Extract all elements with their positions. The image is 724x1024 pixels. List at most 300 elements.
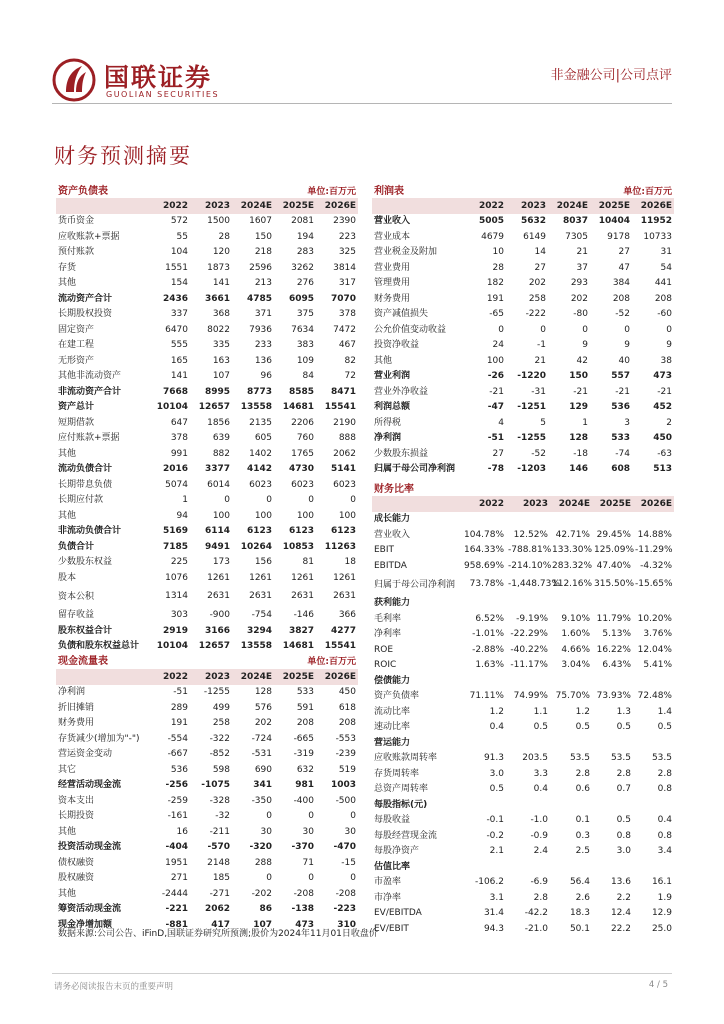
row-label: 无形资产: [58, 355, 95, 366]
table-cell: 203.5: [522, 753, 548, 763]
cashflow-title: 现金流量表: [58, 656, 108, 667]
table-cell: [592, 596, 633, 612]
table-cell: -222: [525, 309, 546, 319]
table-cell: 164.33%: [464, 545, 505, 555]
year-header-cell: 2023: [190, 669, 232, 685]
row-label: 预付账款: [58, 247, 95, 257]
table-row: [56, 230, 358, 246]
row-label: 负债和股东权益总计: [58, 641, 140, 651]
year-header-cell: 2022: [462, 496, 506, 512]
table-cell: 7936: [249, 324, 272, 335]
table-cell: 38: [660, 355, 672, 366]
row-label: 资产减值损失: [374, 309, 429, 319]
table-cell: 283: [296, 247, 314, 257]
table-cell: [592, 798, 633, 814]
table-cell: 0: [582, 324, 588, 335]
table-cell: 1.60%: [561, 629, 590, 639]
table-row: [372, 906, 674, 922]
table-cell: -350: [251, 795, 272, 806]
table-cell: 6123: [246, 526, 272, 536]
table-cell: 1402: [249, 448, 272, 459]
table-cell: -531: [251, 749, 272, 759]
table-cell: 2631: [249, 591, 272, 602]
table-cell: 100: [254, 510, 272, 521]
table-cell: -106.2: [474, 877, 504, 887]
year-header-cell: 2025E: [592, 496, 633, 512]
table-row: [56, 840, 358, 856]
table-cell: 2.6: [575, 892, 590, 903]
row-label: 营业税金及附加: [374, 247, 438, 257]
table-cell: 208: [296, 718, 314, 728]
table-cell: 8037: [562, 216, 588, 226]
table-cell: 233: [254, 340, 272, 350]
table-cell: 225: [170, 557, 188, 567]
row-label: 投资活动现金流: [58, 842, 122, 852]
table-cell: 1856: [207, 417, 230, 428]
table-cell: 2.2: [616, 892, 631, 903]
table-cell: 0.5: [575, 722, 590, 732]
year-header-row: [372, 198, 674, 214]
row-label: 股本: [58, 572, 77, 583]
table-cell: 1.3: [616, 706, 631, 717]
table-cell: -1255: [203, 687, 230, 697]
cashflow-unit: 单位:百万元: [307, 657, 356, 667]
table-cell: -26: [487, 371, 504, 381]
row-label: 应收账款周转率: [374, 753, 438, 763]
table-cell: -11.17%: [510, 660, 548, 670]
table-cell: [592, 674, 633, 690]
table-cell: 536: [611, 402, 630, 412]
table-row: [372, 736, 674, 752]
row-label: 短期借款: [58, 417, 95, 428]
table-cell: -554: [167, 733, 188, 744]
table-cell: 100: [212, 510, 230, 521]
table-cell: -52: [531, 448, 546, 459]
report-category: 非金融公司|公司点评: [550, 68, 672, 83]
table-cell: 0.8: [657, 830, 672, 841]
table-row: [56, 701, 358, 717]
table-cell: 12.04%: [637, 644, 672, 655]
table-row: [372, 705, 674, 721]
table-cell: 107: [212, 371, 230, 381]
table-cell: -211: [209, 826, 230, 837]
table-cell: -208: [293, 888, 314, 899]
row-label: 财务费用: [374, 293, 411, 304]
table-cell: 10264: [240, 541, 272, 552]
table-row: [372, 559, 674, 575]
table-cell: 4785: [246, 293, 272, 304]
table-row: [372, 922, 674, 938]
table-cell: 2: [666, 417, 672, 428]
year-header-cell: 2026E: [316, 198, 358, 214]
table-cell: 0: [266, 495, 272, 505]
row-label: 公允价值变动收益: [374, 324, 447, 335]
table-cell: 618: [338, 702, 356, 713]
table-cell: 112.16%: [552, 579, 593, 590]
year-header-cell: 2025E: [274, 669, 316, 685]
table-cell: 27: [618, 247, 630, 257]
table-cell: 218: [254, 247, 272, 257]
table-cell: -42.2: [524, 908, 548, 918]
table-cell: 283.32%: [552, 560, 593, 571]
table-cell: 450: [338, 687, 356, 697]
row-label: 负债合计: [58, 541, 95, 552]
row-label: 存货: [58, 262, 77, 273]
table-cell: [550, 512, 592, 528]
table-cell: 47.40%: [596, 560, 631, 571]
table-cell: -1251: [517, 402, 546, 412]
table-cell: -21: [573, 386, 588, 397]
table-cell: 165: [170, 355, 188, 366]
table-cell: 8585: [288, 386, 314, 397]
row-label: EV/EBITDA: [374, 908, 422, 918]
table-cell: 4: [498, 417, 504, 428]
table-cell: 1551: [165, 262, 188, 273]
table-cell: 2.4: [533, 846, 548, 856]
year-header-cell: 2025E: [590, 198, 632, 214]
row-label: 资产负债率: [374, 691, 420, 701]
table-cell: 30: [344, 826, 356, 837]
row-label: 总资产周转率: [374, 784, 429, 794]
row-label: 折旧摊销: [58, 702, 95, 713]
table-row: [372, 612, 674, 628]
table-cell: 14681: [282, 402, 314, 412]
table-row: [372, 323, 674, 339]
table-cell: 9491: [204, 541, 230, 552]
table-cell: 136: [254, 355, 272, 366]
table-cell: [462, 674, 506, 690]
table-cell: 1.4: [657, 706, 672, 717]
table-cell: 2081: [291, 216, 314, 226]
table-cell: 513: [653, 464, 672, 474]
table-row: [372, 596, 674, 612]
page-header: [0, 0, 724, 110]
table-cell: 50.1: [569, 923, 590, 934]
row-label: 在建工程: [58, 340, 95, 350]
table-cell: 202: [570, 293, 588, 304]
table-cell: 208: [654, 293, 672, 304]
table-cell: 1076: [165, 572, 188, 583]
table-cell: -52: [615, 309, 630, 319]
row-label: EBIT: [374, 545, 395, 555]
table-cell: 16: [176, 826, 188, 837]
table-cell: [550, 860, 592, 876]
row-label: 经营活动现金流: [58, 780, 122, 790]
row-label: 流动资产合计: [58, 293, 113, 304]
table-cell: 13558: [240, 402, 272, 412]
table-cell: 2062: [333, 448, 356, 459]
table-cell: 647: [170, 417, 188, 428]
table-cell: 317: [338, 278, 356, 288]
table-cell: 5632: [520, 216, 546, 226]
table-cell: -881: [165, 919, 188, 930]
row-label: 偿债能力: [374, 675, 411, 686]
row-label: 存货减少(增加为"-"): [58, 733, 140, 744]
year-header-cell: 2026E: [316, 669, 358, 685]
table-cell: [633, 674, 674, 690]
table-row: [56, 540, 358, 556]
table-cell: [592, 860, 633, 876]
table-cell: -754: [251, 610, 272, 620]
table-cell: 6114: [204, 526, 230, 536]
table-cell: 8995: [204, 386, 230, 397]
table-cell: -470: [333, 842, 356, 852]
table-row: [372, 354, 674, 370]
table-cell: 0: [350, 873, 356, 883]
table-cell: -51: [173, 687, 188, 697]
row-label: 净利润: [374, 433, 402, 443]
table-cell: 1261: [291, 572, 314, 583]
year-header-row: [372, 496, 674, 512]
table-cell: [506, 798, 550, 814]
income-statement-table: [372, 198, 674, 478]
table-cell: 1314: [165, 591, 188, 602]
table-cell: 639: [212, 433, 230, 443]
table-row: [372, 674, 674, 690]
table-cell: 5.13%: [602, 629, 631, 639]
table-row: [372, 385, 674, 401]
year-header-cell: 2025E: [274, 198, 316, 214]
table-cell: 133.30%: [552, 545, 593, 555]
row-label: 流动负债合计: [58, 464, 113, 474]
table-cell: 605: [254, 433, 272, 443]
year-header-cell: 2023: [190, 198, 232, 214]
table-cell: 24: [492, 340, 504, 350]
table-cell: 82: [344, 355, 356, 366]
table-cell: 2190: [333, 417, 356, 428]
table-row: [372, 658, 674, 674]
year-header-cell: 2022: [148, 669, 190, 685]
table-cell: 0.8: [616, 830, 631, 841]
logo-text-cn: 国联证券: [104, 63, 213, 92]
table-cell: 258: [528, 293, 546, 304]
table-cell: 1.1: [533, 706, 548, 717]
table-cell: 7070: [330, 293, 356, 304]
table-cell: -239: [335, 749, 356, 759]
table-cell: 2016: [162, 464, 188, 474]
table-cell: 16.22%: [596, 644, 631, 655]
table-cell: 5: [540, 417, 546, 428]
row-label: 其他: [58, 888, 77, 899]
table-cell: 141: [212, 278, 230, 288]
table-cell: -78: [487, 464, 504, 474]
table-cell: 191: [170, 718, 188, 728]
table-cell: 4.66%: [561, 644, 590, 655]
table-cell: 598: [212, 764, 230, 775]
table-cell: 28: [218, 231, 230, 242]
row-label: 存货周转率: [374, 768, 420, 779]
table-row: [56, 716, 358, 732]
table-cell: 31: [660, 247, 672, 257]
table-cell: 1873: [207, 262, 230, 273]
table-cell: 473: [653, 371, 672, 381]
balance-sheet-title: 资产负债表: [58, 186, 108, 197]
row-label: 货币资金: [58, 216, 95, 226]
table-cell: 47: [618, 262, 630, 273]
logo-text-en: GUOLIAN SECURITIES: [106, 90, 220, 99]
row-label: 筹资活动现金流: [58, 904, 122, 914]
row-label: 所得税: [374, 417, 402, 428]
table-cell: 9178: [607, 231, 630, 242]
table-cell: 981: [295, 780, 314, 790]
table-cell: 303: [170, 610, 188, 620]
footer-disclaimer: 请务必阅读报告末页的重要声明: [54, 982, 174, 992]
table-cell: 29.45%: [596, 529, 631, 540]
table-cell: -221: [165, 904, 188, 914]
table-row: [56, 763, 358, 779]
table-cell: 315.50%: [594, 579, 635, 590]
row-label: 市净率: [374, 892, 402, 903]
table-cell: 202: [254, 718, 272, 728]
table-cell: 2.8: [657, 768, 672, 779]
table-cell: -65: [489, 309, 504, 319]
table-row: [372, 782, 674, 798]
table-cell: 163: [212, 355, 230, 366]
table-cell: 194: [296, 231, 314, 242]
table-cell: 4730: [288, 464, 314, 474]
table-cell: 3814: [333, 262, 356, 273]
table-cell: 128: [569, 433, 588, 443]
row-label: 应付账款+票据: [58, 433, 120, 443]
table-row: [372, 447, 674, 463]
table-cell: 3377: [204, 464, 230, 474]
table-cell: 2919: [162, 625, 188, 636]
table-cell: [462, 736, 506, 752]
row-label: 营业外净收益: [374, 386, 429, 397]
table-cell: 6123: [330, 526, 356, 536]
table-cell: -1.01%: [472, 629, 504, 639]
table-cell: 156: [254, 557, 272, 567]
row-label: 资本支出: [58, 795, 95, 806]
income-statement-unit: 单位:百万元: [623, 187, 672, 197]
balance-sheet-table: [56, 198, 358, 655]
table-cell: -21: [657, 386, 672, 397]
table-row: [56, 809, 358, 825]
table-cell: 3.04%: [561, 660, 590, 670]
table-cell: -1.0: [530, 815, 548, 825]
table-cell: 0: [498, 324, 504, 335]
table-cell: 0.5: [616, 815, 631, 825]
table-cell: 8022: [207, 324, 230, 335]
table-row: [372, 292, 674, 308]
row-label: 现金净增加额: [58, 919, 113, 930]
table-cell: 72.48%: [637, 691, 672, 701]
table-cell: 1261: [249, 572, 272, 583]
table-cell: 2062: [204, 904, 230, 914]
table-cell: -146: [293, 610, 314, 620]
table-cell: 15541: [324, 402, 356, 412]
table-cell: 10853: [282, 541, 314, 552]
table-row: [56, 732, 358, 748]
table-row: [372, 245, 674, 261]
table-row: [372, 276, 674, 292]
year-header-row: [56, 198, 358, 214]
row-label: 长期股权投资: [58, 309, 113, 319]
table-cell: 11.79%: [596, 613, 631, 624]
table-cell: -47: [487, 402, 504, 412]
table-cell: -1,448.73%: [508, 579, 560, 590]
table-cell: 383: [296, 340, 314, 350]
table-cell: 100: [486, 355, 504, 366]
table-cell: 6014: [207, 479, 230, 490]
data-source-note: 数据来源:公司公告、iFinD,国联证券研究所预测;股价为2024年11月01日收盘价: [58, 929, 378, 939]
table-cell: 173: [212, 557, 230, 567]
table-cell: 0.8: [657, 784, 672, 794]
table-cell: [462, 798, 506, 814]
table-row: [372, 860, 674, 876]
table-row: [372, 400, 674, 416]
table-row: [56, 292, 358, 308]
table-cell: 882: [212, 448, 230, 459]
table-cell: 9.10%: [561, 613, 590, 624]
table-cell: -208: [335, 888, 356, 899]
table-row: [56, 586, 358, 608]
table-cell: 3262: [291, 262, 314, 273]
table-cell: 276: [296, 278, 314, 288]
row-label: 营业收入: [374, 529, 411, 540]
row-label: 长期投资: [58, 811, 95, 821]
table-cell: -724: [251, 733, 272, 744]
row-label: 其他: [58, 510, 77, 521]
table-row: [372, 431, 674, 447]
table-cell: 2.8: [575, 768, 590, 779]
table-cell: 293: [570, 278, 588, 288]
table-cell: [633, 860, 674, 876]
year-header-cell: 2023: [506, 496, 550, 512]
table-cell: 533: [611, 433, 630, 443]
table-row: [56, 524, 358, 540]
table-cell: [550, 596, 592, 612]
table-cell: -852: [209, 749, 230, 759]
table-cell: -21: [615, 386, 630, 397]
table-cell: -2.88%: [472, 644, 504, 655]
table-cell: 14.88%: [637, 529, 672, 540]
table-cell: 888: [338, 433, 356, 443]
row-label: 财务费用: [58, 718, 95, 728]
table-row: [372, 720, 674, 736]
table-cell: 30: [302, 826, 314, 837]
table-cell: 2436: [162, 293, 188, 304]
table-cell: 0: [308, 811, 314, 821]
table-row: [372, 230, 674, 246]
row-label: 归属于母公司净利润: [374, 580, 456, 590]
table-cell: 12657: [198, 641, 230, 651]
header-divider: [52, 103, 672, 104]
table-row: [372, 214, 674, 230]
table-cell: 2.8: [533, 892, 548, 903]
table-cell: -31: [531, 386, 546, 397]
table-cell: 3.0: [489, 768, 504, 779]
table-cell: 0: [350, 495, 356, 505]
table-cell: -1255: [517, 433, 546, 443]
table-cell: 760: [296, 433, 314, 443]
table-cell: 4277: [330, 625, 356, 636]
table-row: [372, 574, 674, 596]
table-cell: [592, 736, 633, 752]
table-cell: 150: [254, 231, 272, 242]
table-cell: -1220: [517, 371, 546, 381]
table-cell: 74.99%: [513, 691, 548, 701]
table-row: [372, 875, 674, 891]
table-row: [372, 829, 674, 845]
table-cell: 15541: [324, 641, 356, 651]
table-cell: 208: [612, 293, 630, 304]
table-cell: 288: [254, 857, 272, 868]
table-cell: 467: [338, 340, 356, 350]
table-row: [56, 685, 358, 701]
row-label: 股东权益合计: [58, 625, 113, 636]
table-cell: 1: [182, 495, 188, 505]
